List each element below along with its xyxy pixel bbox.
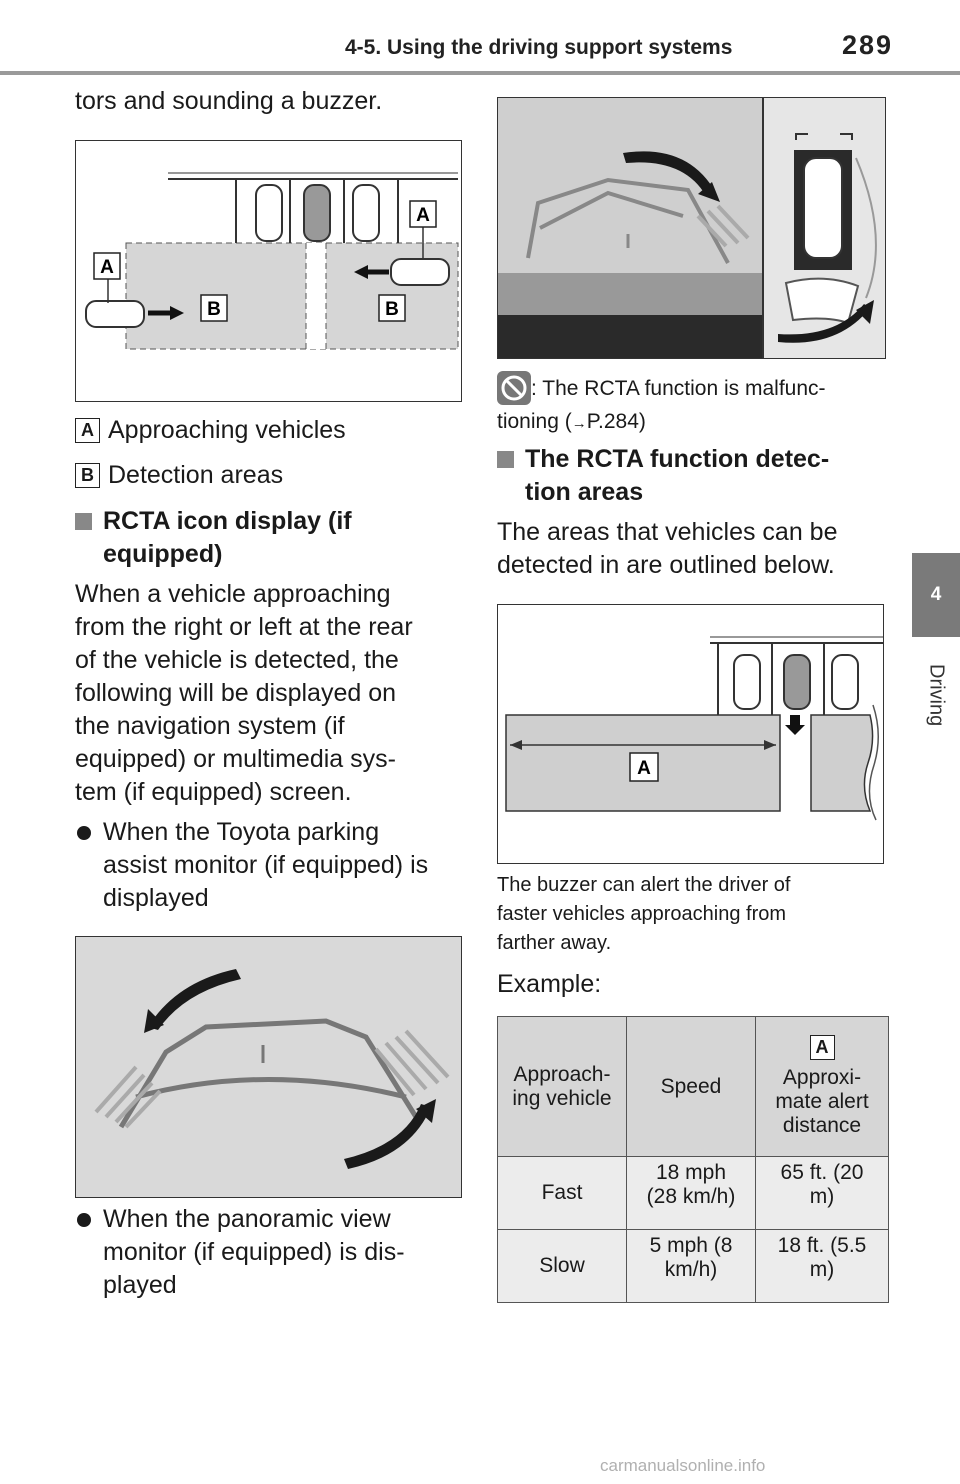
- no-symbol-icon: [497, 371, 531, 405]
- heading-line-1: The RCTA function detec-: [525, 445, 830, 473]
- header-text: Approach-: [513, 1062, 611, 1086]
- cell-vehicle: [498, 1157, 627, 1230]
- bullet-icon: [77, 826, 91, 840]
- cell-text: 18 mph: [655, 1161, 727, 1184]
- header-cell-vehicle: [498, 1017, 627, 1157]
- malfunction-line-2: [497, 407, 826, 438]
- rcta-malfunction-icon: [497, 371, 531, 405]
- cell-text: 5 mph (8: [649, 1234, 733, 1257]
- bullet-line: monitor (if equipped) is dis-: [103, 1238, 405, 1266]
- malfunction-prefix: tioning (: [497, 410, 572, 433]
- legend-item-a: [75, 414, 346, 447]
- table-row: [498, 1230, 889, 1303]
- header-cell-distance: [756, 1017, 889, 1157]
- heading-square-icon: [497, 451, 514, 468]
- arrow-right-icon: →: [571, 415, 587, 432]
- para-line: detected in are outlined below.: [497, 551, 835, 579]
- bullet-panoramic-view: [75, 1203, 405, 1302]
- legend-item-b: [75, 459, 283, 492]
- buzzer-note: [497, 871, 790, 958]
- heading-line-2: equipped): [103, 540, 223, 568]
- fig4-label-a: A: [637, 758, 651, 779]
- cell-text: m): [809, 1185, 835, 1208]
- page-reference-link[interactable]: P.284): [586, 410, 646, 433]
- header-text: distance: [782, 1114, 862, 1137]
- page-number: 289: [842, 30, 894, 60]
- bullet-line: When the Toyota parking: [103, 818, 380, 846]
- parking-assist-monitor-drawing: [76, 937, 461, 1197]
- para-line: following will be displayed on: [75, 679, 397, 707]
- cell-speed: [627, 1230, 756, 1303]
- header-divider: [0, 71, 960, 75]
- cell-text: m): [809, 1258, 835, 1281]
- fig1-label-b-left: B: [207, 299, 221, 320]
- example-label: Example:: [497, 970, 602, 998]
- table-row: [498, 1157, 889, 1230]
- cell-text: (28 km/h): [646, 1185, 736, 1208]
- malfunction-note: [497, 371, 826, 438]
- para-line: The areas that vehicles can be: [497, 518, 838, 546]
- intro-text: tors and sounding a buzzer.: [75, 87, 383, 115]
- header-text: mate alert: [775, 1090, 869, 1113]
- legend-text-a: Approaching vehicles: [108, 416, 346, 444]
- cell-distance: [756, 1157, 889, 1230]
- panoramic-view-monitor-drawing: [498, 98, 885, 358]
- detection-area-figure: [497, 604, 884, 864]
- cell-text: km/h): [664, 1258, 718, 1281]
- rcta-icon-paragraph: [75, 578, 413, 809]
- bullet-line: assist monitor (if equipped) is: [103, 851, 429, 879]
- cell-text: Slow: [539, 1254, 585, 1277]
- para-line: from the right or left at the rear: [75, 613, 413, 641]
- panoramic-view-monitor-figure: [497, 97, 886, 359]
- heading-square-icon: [75, 513, 92, 530]
- chapter-tab: [912, 553, 960, 637]
- bullet-icon: [77, 1213, 91, 1227]
- bullet-line: When the panoramic view: [103, 1205, 391, 1233]
- header-text: Speed: [660, 1074, 722, 1098]
- rcta-overview-drawing: [76, 141, 461, 401]
- detection-area-drawing: [498, 605, 883, 863]
- legend-text-b: Detection areas: [108, 461, 284, 489]
- heading-line-2: tion areas: [525, 478, 644, 506]
- para-line: When a vehicle approaching: [75, 580, 391, 608]
- para-line: the navigation system (if: [75, 712, 345, 740]
- note-line: faster vehicles approaching from: [497, 903, 787, 925]
- para-line: tem (if equipped) screen.: [75, 778, 352, 806]
- chapter-number: 4: [930, 584, 942, 605]
- header-text: ing vehicle: [512, 1086, 612, 1110]
- cell-vehicle: [498, 1230, 627, 1303]
- watermark-footer: carmanualsonline.info: [600, 1456, 766, 1475]
- table-header-row: [498, 1017, 889, 1157]
- bullet-parking-assist: [75, 816, 428, 915]
- cell-text: 18 ft. (5.5: [777, 1234, 867, 1257]
- alert-distance-table: [497, 1016, 889, 1303]
- fig1-label-a-right: A: [416, 205, 430, 226]
- fig1-label-a-left: A: [100, 257, 114, 278]
- cell-distance: [756, 1230, 889, 1303]
- section-title: 4-5. Using the driving support systems: [345, 36, 733, 59]
- fig1-label-b-right: B: [385, 299, 399, 320]
- cell-text: Fast: [541, 1181, 583, 1204]
- para-line: of the vehicle is detected, the: [75, 646, 399, 674]
- malfunction-line-1: : The RCTA function is malfunc-: [531, 376, 826, 400]
- chapter-name: Driving: [925, 663, 948, 727]
- bullet-line: played: [103, 1271, 177, 1299]
- note-line: farther away.: [497, 932, 612, 954]
- cell-text: 65 ft. (20: [780, 1161, 864, 1184]
- header-text: Approxi-: [782, 1066, 862, 1089]
- legend-badge-a: A: [75, 418, 100, 443]
- legend-badge-b: B: [75, 463, 100, 488]
- note-line: The buzzer can alert the driver of: [497, 874, 791, 896]
- bullet-line: displayed: [103, 884, 209, 912]
- header-cell-speed: [627, 1017, 756, 1157]
- detection-areas-heading: [497, 443, 829, 509]
- rcta-icon-heading: [75, 505, 352, 571]
- header-badge-a: A: [810, 1035, 835, 1060]
- detection-areas-paragraph: [497, 516, 837, 582]
- alert-distance-table-wrap: [497, 1016, 889, 1303]
- parking-assist-monitor-figure: [75, 936, 462, 1198]
- rcta-overview-figure: [75, 140, 462, 402]
- cell-speed: [627, 1157, 756, 1230]
- para-line: equipped) or multimedia sys-: [75, 745, 396, 773]
- heading-line-1: RCTA icon display (if: [103, 507, 352, 535]
